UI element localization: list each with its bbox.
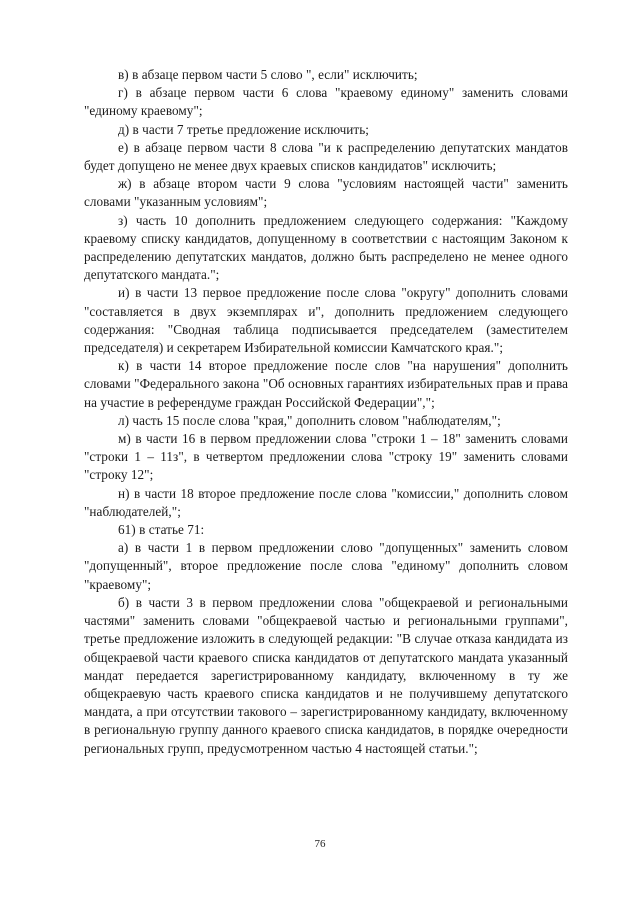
paragraph-item-l: л) часть 15 после слова "края," дополнить словом "наблюдателям,"; <box>118 412 501 428</box>
paragraph-item-m: м) в части 16 в первом предложении слова "строки 1 – 18" заменить словами "строки 1 – 11з", в четвертом предложении слова "строку 19" заменить словами "строку 12"; <box>84 431 568 483</box>
paragraph-item-e: е) в абзаце первом части 8 слова "и к распределению депутатских мандатов будет допущено не менее двух краевых списков кандидатов" исключить; <box>84 139 568 174</box>
paragraph-item-zh: ж) в абзаце втором части 9 слова "условиям настоящей части" заменить словами "указанным условиям"; <box>84 176 568 210</box>
document-body <box>84 66 568 758</box>
paragraph-item-i: и) в части 13 первое предложение после слова "округу" дополнить словами "составляется в двух экземплярах и", дополнить предложением следующего содержания: "Сводная таблица подписывается председателем (заместителем председателя) и секретарем Избирательной комиссии Камчатского края."; <box>84 285 568 356</box>
paragraph-item-d: д) в части 7 третье предложение исключить; <box>118 121 369 137</box>
page-number: 76 <box>314 838 326 850</box>
paragraph-item-k: к) в части 14 второе предложение после слов "на нарушения" дополнить словами "Федерального закона "Об основных гарантиях избирательных прав и права на участие в референдуме граждан Российской Федерации","; <box>84 358 568 410</box>
paragraph-item-a: а) в части 1 в первом предложении слово "допущенных" заменить словом "допущенный", второе предложение после слова "единому" дополнить словом "краевому"; <box>84 540 568 592</box>
paragraph-item-b: б) в части 3 в первом предложении слова "общекраевой и региональными частями" заменить словами "общекраевой частью и региональными группами", третье предложение изложить в следующей редакции: "В случае отказа кандидата из общекраевой части краевого списка кандидатов от депутатского мандата указанный мандат передается зарегистрированному кандидату, включенному в ту же общекраевую часть краевого списка кандидатов и не получившему депутатского мандата, а при отсутствии такового – зарегистрированному кандидату, включенному в региональную группу данного краевого списка кандидатов, в порядке очередности региональных групп, предусмотренном частью 4 настоящей статьи."; <box>84 594 568 756</box>
paragraph-item-61: 61) в статье 71: <box>118 522 205 538</box>
paragraph-item-n: н) в части 18 второе предложение после слова "комиссии," дополнить словом "наблюдателей,"; <box>84 485 568 519</box>
paragraph-item-g: г) в абзаце первом части 6 слова "краевому единому" заменить словами "единому краевому"; <box>84 85 568 119</box>
paragraph-item-v: в) в абзаце первом части 5 слово ", если" исключить; <box>118 67 418 82</box>
paragraph-item-z: з) часть 10 дополнить предложением следующего содержания: "Каждому краевому списку кандидатов, допущенному в соответствии с настоящим Законом к распределению депутатских мандатов, должно быть распределено не менее одного депутатского мандата."; <box>84 212 568 283</box>
